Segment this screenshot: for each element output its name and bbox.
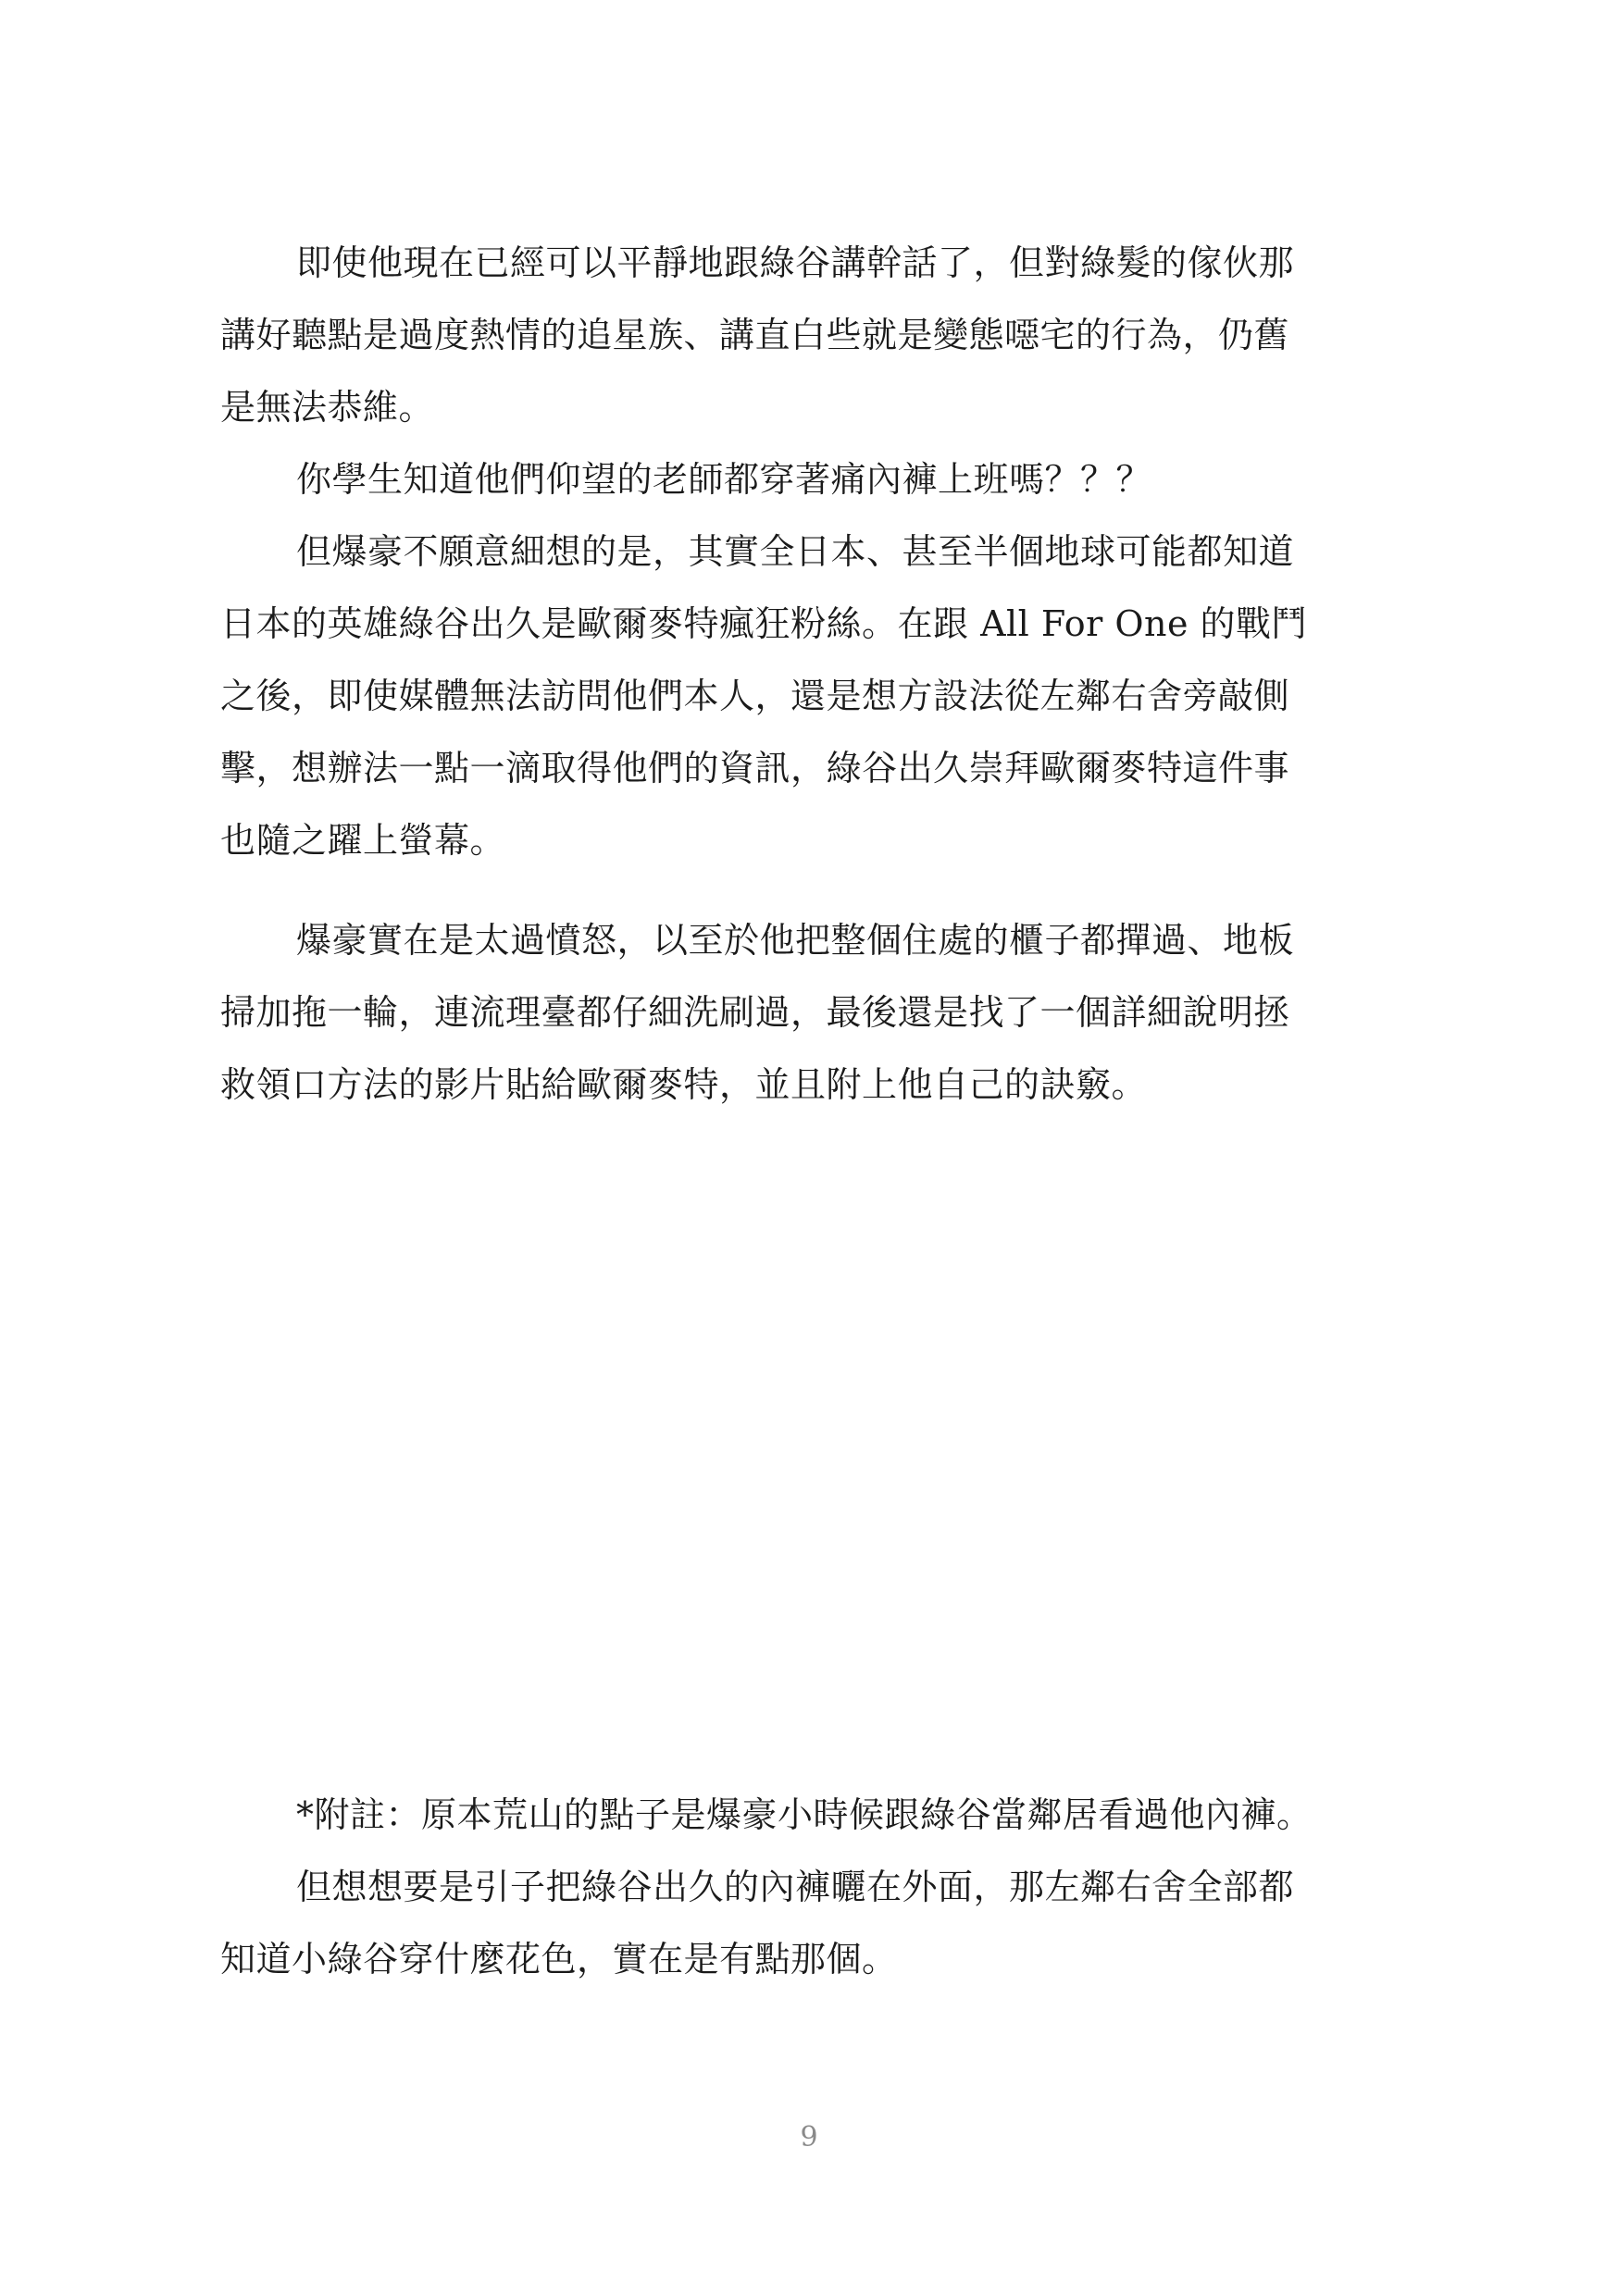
paragraph-block-1 [220,227,1396,876]
footnote-block [220,1779,1396,1995]
text-line: 日本的英雄綠谷出久是歐爾麥特瘋狂粉絲。在跟 All For One 的戰鬥 [220,603,1308,644]
text-line: 即使他現在已經可以平靜地跟綠谷講幹話了，但對綠髮的傢伙那 [296,242,1295,283]
page-number: 9 [800,2121,818,2153]
paragraph-block-2 [220,904,1396,1121]
text-line: 講好聽點是過度熱情的追星族、講直白些就是變態噁宅的行為，仍舊 [220,315,1290,355]
text-line: 但爆豪不願意細想的是，其實全日本、甚至半個地球可能都知道 [296,531,1295,572]
text-line: 掃加拖一輪，連流理臺都仔細洗刷過，最後還是找了一個詳細說明拯 [220,992,1290,1033]
footnote-line: *附註：原本荒山的點子是爆豪小時候跟綠谷當鄰居看過他內褲。 [296,1794,1313,1835]
text-line: 救領口方法的影片貼給歐爾麥特，並且附上他自己的訣竅。 [220,1064,1148,1105]
text-line: 擊，想辦法一點一滴取得他們的資訊，綠谷出久崇拜歐爾麥特這件事 [220,748,1290,788]
footnote-line: 但想想要是引子把綠谷出久的內褲曬在外面，那左鄰右舍全部都 [296,1867,1295,1907]
footnote-line: 知道小綠谷穿什麼花色，實在是有點那個。 [220,1939,898,1980]
text-line: 你學生知道他們仰望的老師都穿著痛內褲上班嗎？？？ [296,459,1152,500]
text-line: 爆豪實在是太過憤怒，以至於他把整個住處的櫃子都撣過、地板 [296,920,1295,961]
text-line: 也隨之躍上螢幕。 [220,820,506,861]
text-line: 是無法恭維。 [220,387,435,428]
text-line: 之後，即使媒體無法訪問他們本人，還是想方設法從左鄰右舍旁敲側 [220,676,1290,716]
